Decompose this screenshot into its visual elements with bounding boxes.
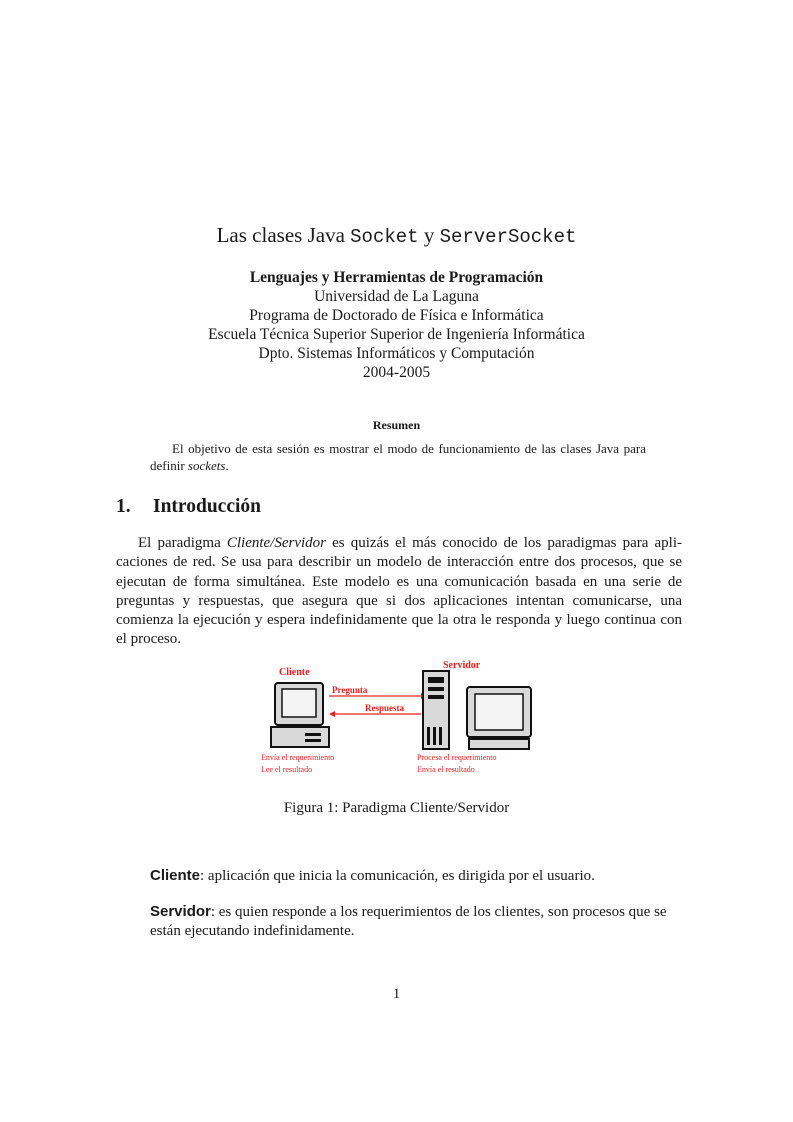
- paper-title: [0, 223, 793, 248]
- abstract-heading: Resumen: [372, 418, 421, 432]
- section-number: 1.: [116, 496, 131, 517]
- abstract-text-main: El objetivo de esta sesión es mostrar el modo de funcionamiento de las clases Java para definir: [150, 441, 646, 473]
- title-class-socket: Socket: [350, 226, 419, 248]
- section-title: Introducción: [153, 496, 261, 517]
- title-joiner: y: [418, 223, 440, 247]
- section-heading: [116, 496, 261, 518]
- definition-client-term: Cliente: [150, 867, 201, 884]
- intro-text-start: El paradigma: [138, 535, 227, 551]
- server-tower-icon: [423, 671, 449, 749]
- server-note-send: Envía el resultado: [417, 765, 475, 774]
- program: Programa de Doctorado de Física e Informática: [249, 307, 544, 324]
- server-monitor-icon: [467, 687, 531, 749]
- definition-server-text: : es quien responde a los requerimientos de los clientes, son procesos que se están ejecutando indefinidamente.: [150, 904, 667, 940]
- client-note-send: Envía el requerimiento: [261, 753, 335, 762]
- client-note-read: Lee el resultado: [261, 765, 313, 774]
- department: Dpto. Sistemas Informáticos y Computación: [258, 345, 535, 362]
- title-class-serversocket: ServerSocket: [439, 226, 577, 248]
- definition-server-term: Servidor: [150, 903, 211, 920]
- client-server-figure: [255, 655, 545, 785]
- client-computer-icon: [271, 683, 329, 747]
- definition-client: [150, 866, 670, 886]
- school: Escuela Técnica Superior Superior de Ingeniería Informática: [208, 326, 585, 343]
- figure-client-label: Cliente: [279, 667, 310, 678]
- intro-paragraph: [116, 534, 682, 650]
- figure-server-label: Servidor: [443, 660, 481, 671]
- server-note-process: Procesa el requerimiento: [417, 753, 497, 762]
- intro-text-rest: es quizás el más conocido de los paradigmas para aplicaciones de red. Se usa para describir un modelo de interacción entre dos procesos, que se ejecutan de forma simultánea. Este modelo es una comunicación basada en una serie de preguntas y respuestas, que asegura que si dos aplicaciones intentan comunicarse, una comienza la ejecución y espera indefinidamente que la otra le responda y luego continua con el proceso.: [116, 535, 682, 648]
- figure-response-label: Respuesta: [365, 703, 405, 713]
- title-prefix: Las clases Java: [216, 223, 351, 247]
- abstract-italic-term: sockets: [187, 458, 226, 473]
- page-number: 1: [392, 986, 401, 1002]
- intro-italic-term: Cliente/Servidor: [226, 535, 327, 551]
- course-name: Lenguajes y Herramientas de Programación: [249, 269, 544, 286]
- definition-client-text: : aplicación que inicia la comunicación, es dirigida por el usuario.: [200, 868, 595, 884]
- abstract-text-end: .: [225, 458, 229, 473]
- figure-request-label: Pregunta: [332, 685, 368, 695]
- university: Universidad de La Laguna: [314, 288, 479, 305]
- academic-year: 2004-2005: [362, 364, 431, 381]
- affiliation-block: [0, 287, 793, 382]
- abstract-text: [150, 440, 646, 474]
- figure-caption: Figura 1: Paradigma Cliente/Servidor: [283, 800, 510, 816]
- definition-server: [150, 902, 670, 942]
